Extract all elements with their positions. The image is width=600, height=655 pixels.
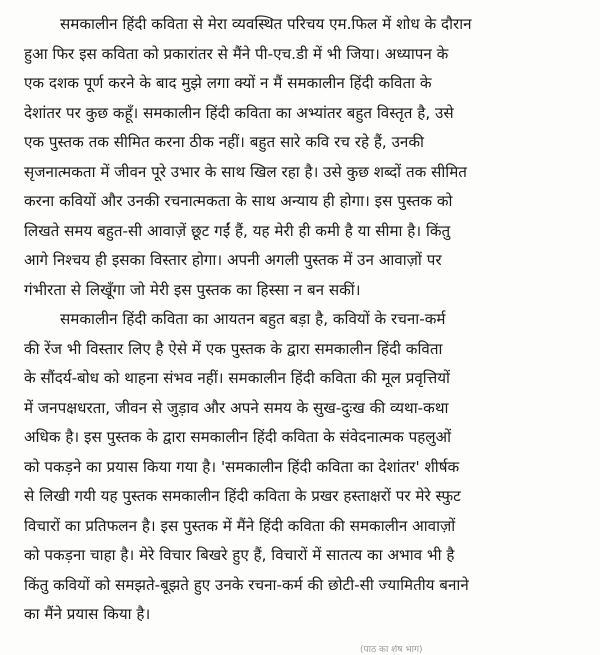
text-line: में जनपक्षधरता, जीवन से जुड़ाव और अपने समय के सुख-दुःख की व्यथा-कथा <box>24 398 449 417</box>
text-line: विचारों का प्रतिफलन है। इस पुस्तक में मैंने हिंदी कविता की समकालीन आवाज़ों <box>24 516 456 535</box>
paragraph-1 <box>24 10 586 305</box>
text-line: को पकड़ने का प्रयास किया गया है। 'समकालीन हिंदी कविता का देशांतर' शीर्षक <box>24 457 460 476</box>
text-line: के सौंदर्य-बोध को थाहना संभव नहीं। समकालीन हिंदी कविता की मूल प्रवृत्तियों <box>24 369 450 387</box>
text-line: समकालीन हिंदी कविता से मेरा व्यवस्थित परिचय एम.फिल में शोध के दौरान <box>60 15 472 33</box>
text-line: किंतु कवियों को समझते-बूझते हुए उनके रचना-कर्म की छोटी-सी ज्यामितीय बनाने <box>24 575 469 594</box>
text-line: की रेंज भी विस्तार लिए है ऐसे में एक पुस्तक के द्वारा समकालीन हिंदी कविता <box>24 339 443 358</box>
text-line: हुआ फिर इस कविता को प्रकारांतर से मैंने पी-एच.डी में भी जिया। अध्यापन के <box>24 44 449 63</box>
text-line: सृजनात्मकता में जीवन पूरे उभार के साथ खिल रहा है। उसे कुछ शब्दों तक सीमित <box>24 162 467 181</box>
text-line: समकालीन हिंदी कविता का आयतन बहुत बड़ा है, कवियों के रचना-कर्म <box>60 310 446 328</box>
text-line: का मैंने प्रयास किया है। <box>24 605 151 623</box>
paragraph-2 <box>24 305 586 630</box>
text-line: एक पुस्तक तक सीमित करना ठीक नहीं। बहुत सारे कवि रच रहे हैं, उनकी <box>24 133 424 151</box>
text-line: को पकड़ना चाहा है। मेरे विचार बिखरे हुए हैं, विचारों में सातत्य का अभाव भी है <box>24 546 455 564</box>
text-line: देशांतर पर कुछ कहूँ। समकालीन हिंदी कविता का अभ्यांतर बहुत विस्तृत है, उसे <box>24 103 454 122</box>
text-line: एक दशक पूर्ण करने के बाद मुझे लगा क्यों न मैं समकालीन हिंदी कविता के <box>24 74 432 92</box>
text-line: गंभीरता से लिखूँगा जो मेरी इस पुस्तक का हिस्सा न बन सकीं। <box>24 280 361 299</box>
text-line: लिखते समय बहुत-सी आवाज़ें छूट गईं हैं, यह मेरी ही कमी है या सीमा है। किंतु <box>24 221 451 240</box>
text-line: अधिक है। इस पुस्तक के द्वारा समकालीन हिंदी कविता के संवेदनात्मक पहलुओं <box>24 428 452 446</box>
text-line: करना कवियों और उनकी रचनात्मकता के साथ अन्याय ही होगा। इस पुस्तक को <box>24 192 453 210</box>
text-line: आगे निश्चय ही इसका विस्तार होगा। अपनी अगली पुस्तक में उन आवाज़ों पर <box>24 251 442 269</box>
text-line: से लिखी गयी यह पुस्तक समकालीन हिंदी कविता के प्रखर हस्ताक्षरों पर मेरे स्फुट <box>24 487 461 505</box>
cut-off-footer-text <box>360 645 480 655</box>
footer-fragment: (पाठ का शेष भाग) <box>360 645 423 655</box>
